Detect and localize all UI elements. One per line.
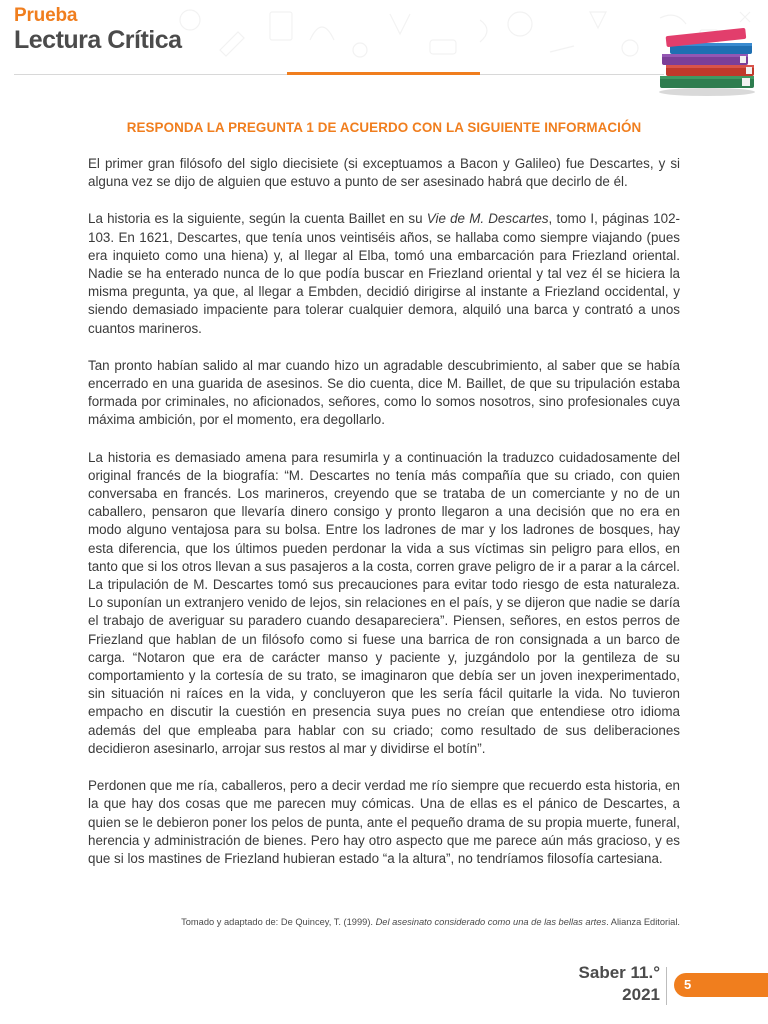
citation-publisher: . Alianza Editorial.: [606, 917, 680, 927]
header-accent-bar: [287, 72, 480, 75]
passage-paragraph-2: [88, 210, 680, 337]
stacked-books-icon: [652, 24, 762, 96]
exam-year: 2021: [622, 985, 660, 1004]
question-instruction: RESPONDA LA PREGUNTA 1 DE ACUERDO CON LA SIGUIENTE INFORMACIÓN: [126, 120, 642, 135]
exam-name: Saber 11.°: [578, 963, 660, 982]
header: [14, 6, 182, 54]
header-kicker: Prueba: [14, 5, 78, 26]
page-number-badge: 5: [674, 973, 768, 997]
passage-paragraph-2-intro: La historia es la siguiente, según la cuenta Baillet en su: [88, 211, 427, 227]
passage-paragraph-4: La historia es demasiado amena para resumirla y a continuación la traduzco cuidadosamente del original francés de la biografía: “M. Descartes no tenía más compañía que su criado, con quien conversaba en francés. Los marineros, creyendo que se trataba de un comerciante y no de un caballero, pensaron que llevaría dinero consigo y pronto llegaron a una decisión que no era en modo alguno ventajosa para su bolsa. Entre los ladrones de mar y los ladrones de bosques, hay esta diferencia, que los últimos pueden perdonar la vida a sus víctimas sin peligro para ellos, en tanto que si los otros llevan a sus pasajeros a la costa, corren grave peligro de ir a parar a la cárcel. La tripulación de M. Descartes tomó sus precauciones para evitar todo riesgo de esta naturaleza. Lo suponían un extranjero venido de lejos, sin relaciones en el país, y se dijeron que nadie se daría el trabajo de averiguar su paradero cuando desapareciera”. Piensen, señores, en estos perros de Friezland que hablan de un filósofo como si fuese una barrica de ron consignada a un barco de carga. “Notaron que era de carácter manso y paciente y, juzgándolo por la gentileza de su comportamiento y la cortesía de su trato, se imaginaron que debía ser un joven inexperimentado, sin situación ni raíces en la vida, y concluyeron que les sería fácil quitarle la vida. No tuvieron empacho en discutir la cuestión en presencia suya pues no creían que entendiese otro idioma además del que empleaba para hablar con su criado; como resultado de sus deliberaciones decidieron asesinarlo, arrojar sus restos al mar y dividirse el botín”.: [88, 449, 680, 756]
source-citation: [88, 917, 680, 927]
citation-author: Tomado y adaptado de: De Quincey, T. (1999).: [181, 917, 376, 927]
book-title: Vie de M. Descartes: [426, 211, 549, 227]
page-title: Lectura Crítica: [14, 26, 182, 54]
reading-passage: [88, 155, 680, 887]
passage-paragraph-5: Perdonen que me ría, caballeros, pero a decir verdad me río siempre que recuerdo esta historia, en la que hay dos cosas que me parecen muy cómicas. Una de ellas es el pánico de Descartes, a quien se le debieron poner los pelos de punta, ante el pequeño drama de su propia muerte, funeral, herencia y administración de bienes. Pero hay otro aspecto que me parece aún más gracioso, y es que si los mastines de Friezland hubieran estado “a la altura”, no tendríamos filosofía cartesiana.: [88, 778, 680, 866]
citation-title: Del asesinato considerado como una de las bellas artes: [375, 917, 607, 927]
footer-exam-label: [579, 962, 660, 1006]
footer-divider: [666, 967, 667, 1005]
passage-paragraph-2-rest: , tomo I, páginas 102-103. En 1621, Descartes, que tenía unos veintiséis años, se hallaba como siempre viajando (pues era inquieto como una hiena) y, al llegar al Elba, tomó una embarcación para Friezland oriental. Nadie se ha enterado nunca de lo que podía buscar en Friezland oriental y tal vez él se hiciera la misma pregunta, ya que, al llegar a Embden, decidió dirigirse al instante a Friezland occidental, y siendo demasiado impaciente para tolerar cualquier demora, alquiló una barca y contrató a unos cuantos marineros.: [88, 211, 680, 336]
passage-paragraph-3: Tan pronto habían salido al mar cuando hizo un agradable descubrimiento, al saber que se había encerrado en una guarida de asesinos. Se dio cuenta, dice M. Baillet, de que su tripulación estaba formada por criminales, no aficionados, señores, como lo somos nosotros, sino profesionales cuya máxima ambición, por el momento, era degollarlo.: [88, 357, 680, 428]
passage-paragraph-1: El primer gran filósofo del siglo diecisiete (si exceptuamos a Bacon y Galileo) fue Descartes, y si alguna vez se dijo de alguien que estuvo a punto de ser asesinado habrá que decirlo de él.: [88, 156, 680, 190]
